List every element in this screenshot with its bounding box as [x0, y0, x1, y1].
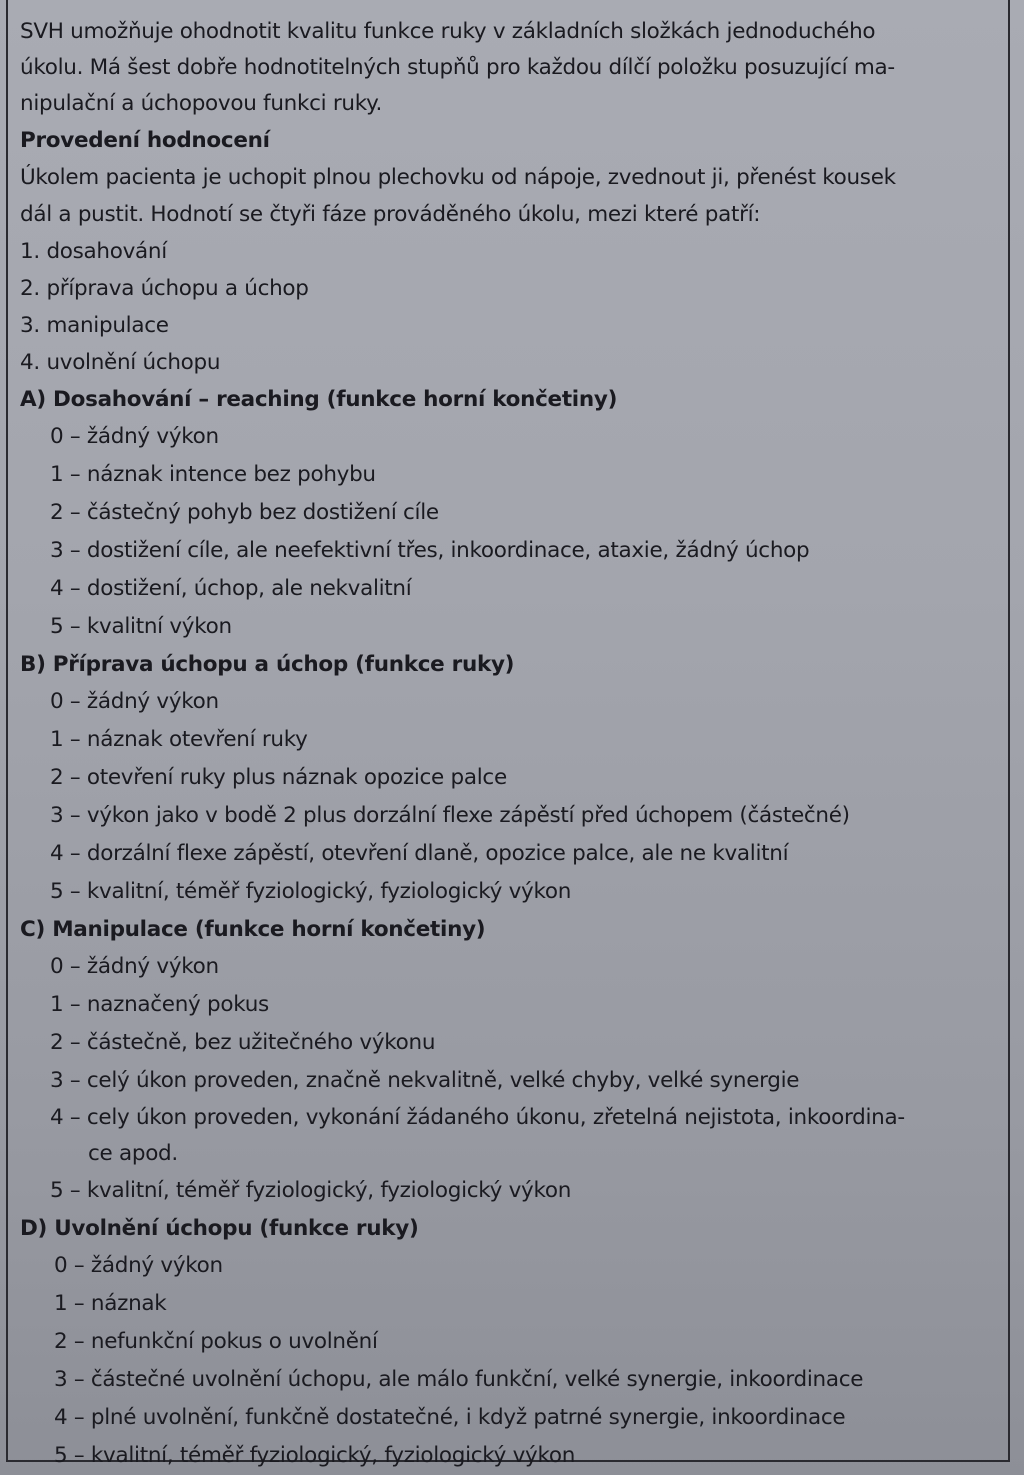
score-item: 4 – dorzální flexe zápěstí, otevření dlaně, opozice palce, ale ne kvalitní	[50, 841, 789, 866]
section-heading: D) Uvolnění úchopu (funkce ruky)	[20, 1216, 419, 1241]
score-item: 0 – žádný výkon	[50, 689, 219, 714]
score-item: 4 – dostižení, úchop, ale nekvalitní	[50, 576, 412, 601]
score-item: 0 – žádný výkon	[50, 424, 219, 449]
score-item: 2 – otevření ruky plus náznak opozice palce	[50, 765, 507, 790]
intro-line: nipulační a úchopovou funkci ruky.	[20, 91, 382, 116]
score-item: 1 – náznak intence bez pohybu	[50, 462, 376, 487]
score-item: 5 – kvalitní, téměř fyziologický, fyziologický výkon	[54, 1443, 576, 1468]
score-item: 1 – naznačený pokus	[50, 992, 269, 1017]
procedure-heading: Provedení hodnocení	[20, 128, 270, 153]
section-heading: B) Příprava úchopu a úchop (funkce ruky)	[20, 652, 515, 677]
score-item: 3 – částečné uvolnění úchopu, ale málo funkční, velké synergie, inkoordinace	[54, 1367, 864, 1392]
score-item: 1 – náznak	[54, 1291, 167, 1316]
document-content	[20, 14, 995, 1475]
procedure-line: Úkolem pacienta je uchopit plnou plechovku od nápoje, zvednout ji, přenést kousek	[20, 165, 896, 190]
section-d-release	[20, 1210, 995, 1475]
section-heading: A) Dosahování – reaching (funkce horní končetiny)	[20, 387, 618, 412]
score-item: 3 – výkon jako v bodě 2 plus dorzální flexe zápěstí před úchopem (částečné)	[50, 803, 850, 828]
score-item: 0 – žádný výkon	[50, 954, 219, 979]
score-item: 5 – kvalitní, téměř fyziologický, fyziologický výkon	[50, 879, 572, 904]
score-item: 5 – kvalitní, téměř fyziologický, fyziologický výkon	[50, 1178, 572, 1203]
score-item: 3 – dostižení cíle, ale neefektivní třes, inkoordinace, ataxie, žádný úchop	[50, 538, 810, 563]
section-a-reaching	[20, 381, 995, 646]
section-heading: C) Manipulace (funkce horní končetiny)	[20, 917, 486, 942]
phase-item: 1. dosahování	[20, 239, 167, 264]
procedure-line: dál a pustit. Hodnotí se čtyři fáze prováděného úkolu, mezi které patří:	[20, 202, 761, 227]
intro-line: úkolu. Má šest dobře hodnotitelných stupňů pro každou dílčí položku posuzující ma-	[20, 55, 895, 80]
score-item: 2 – částečně, bez užitečného výkonu	[50, 1030, 436, 1055]
score-item-continuation: ce apod.	[88, 1141, 178, 1166]
score-item: 2 – částečný pohyb bez dostižení cíle	[50, 500, 439, 525]
intro-line: SVH umožňuje ohodnotit kvalitu funkce ruky v základních složkách jednoduchého	[20, 19, 876, 44]
score-item: 2 – nefunkční pokus o uvolnění	[54, 1329, 378, 1354]
section-c-manipulation	[20, 911, 995, 1210]
score-item: 0 – žádný výkon	[54, 1253, 223, 1278]
phase-item: 3. manipulace	[20, 313, 169, 338]
score-item: 3 – celý úkon proveden, značně nekvalitně, velké chyby, velké synergie	[50, 1068, 800, 1093]
score-item: 4 – plné uvolnění, funkčně dostatečné, i když patrné synergie, inkoordinace	[54, 1405, 846, 1430]
intro-paragraph	[20, 14, 995, 122]
score-item: 1 – náznak otevření ruky	[50, 727, 308, 752]
procedure-section	[20, 122, 995, 381]
phase-item: 4. uvolnění úchopu	[20, 350, 221, 375]
score-item: 4 – cely úkon proveden, vykonání žádaného úkonu, zřetelná nejistota, inkoordina-	[50, 1105, 905, 1130]
section-b-grasp	[20, 646, 995, 911]
phase-item: 2. příprava úchopu a úchop	[20, 276, 309, 301]
score-item: 5 – kvalitní výkon	[50, 614, 232, 639]
